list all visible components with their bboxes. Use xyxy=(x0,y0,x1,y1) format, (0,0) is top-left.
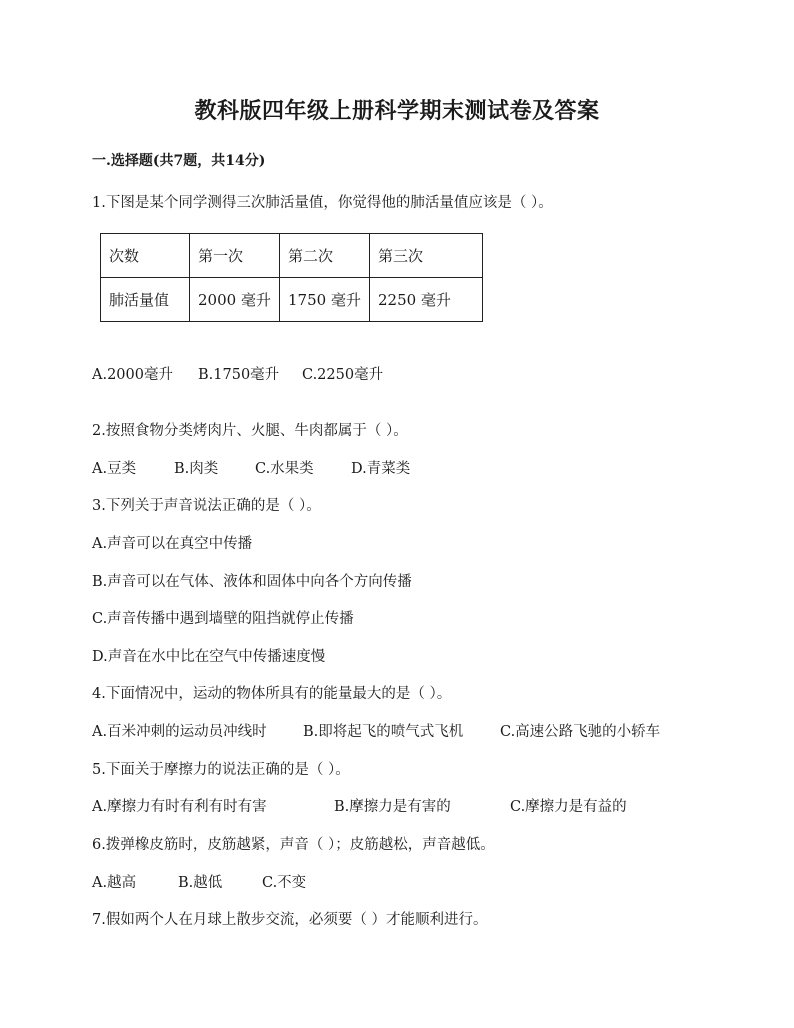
question-6-stem: 6.拨弹橡皮筋时，皮筋越紧，声音（ ）；皮筋越松，声音越低。 xyxy=(92,837,495,853)
table-cell: 次数 xyxy=(101,234,190,278)
question-1-stem: 1.下图是某个同学测得三次肺活量值，你觉得他的肺活量值应该是（ ）。 xyxy=(92,195,553,211)
table-row xyxy=(101,234,483,278)
question-1-option-b: B.1750毫升 xyxy=(198,367,280,383)
question-4-option-a: A.百米冲刺的运动员冲线时 xyxy=(92,724,267,740)
question-3-option-b: B.声音可以在气体、液体和固体中向各个方向传播 xyxy=(92,574,412,590)
question-2-option-d: D.青菜类 xyxy=(351,461,411,477)
question-5-option-b: B.摩擦力是有害的 xyxy=(334,799,451,815)
question-4-option-c: C.高速公路飞驰的小轿车 xyxy=(500,724,661,740)
table-cell: 1750 毫升 xyxy=(280,278,370,322)
lung-capacity-table xyxy=(100,233,483,322)
question-5-option-a: A.摩擦力有时有利有时有害 xyxy=(92,799,267,815)
section-heading: 一.选择题(共7题，共14分) xyxy=(92,153,266,169)
question-3-option-a: A.声音可以在真空中传播 xyxy=(92,536,253,552)
question-6-option-a: A.越高 xyxy=(92,875,137,891)
table-cell: 第一次 xyxy=(190,234,280,278)
table-cell: 2000 毫升 xyxy=(190,278,280,322)
question-7-stem: 7.假如两个人在月球上散步交流，必须要（ ）才能顺利进行。 xyxy=(92,912,488,928)
table-cell: 第三次 xyxy=(370,234,483,278)
question-2-stem: 2.按照食物分类烤肉片、火腿、牛肉都属于（ ）。 xyxy=(92,423,408,439)
question-2-option-b: B.肉类 xyxy=(174,461,219,477)
question-2-option-a: A.豆类 xyxy=(92,461,137,477)
question-4-option-b: B.即将起飞的喷气式飞机 xyxy=(303,724,464,740)
question-3-stem: 3.下列关于声音说法正确的是（ ）。 xyxy=(92,498,321,514)
page-title: 教科版四年级上册科学期末测试卷及答案 xyxy=(194,98,600,124)
question-5-stem: 5.下面关于摩擦力的说法正确的是（ ）。 xyxy=(92,762,350,778)
question-3-option-c: C.声音传播中遇到墙壁的阻挡就停止传播 xyxy=(92,611,354,627)
question-2-option-c: C.水果类 xyxy=(255,461,314,477)
question-6-option-c: C.不变 xyxy=(262,875,307,891)
table-cell: 2250 毫升 xyxy=(370,278,483,322)
table-cell: 肺活量值 xyxy=(101,278,190,322)
question-1-option-c: C.2250毫升 xyxy=(302,367,384,383)
question-3-option-d: D.声音在水中比在空气中传播速度慢 xyxy=(92,649,326,665)
table-cell: 第二次 xyxy=(280,234,370,278)
question-1-option-a: A.2000毫升 xyxy=(92,367,173,383)
question-5-option-c: C.摩擦力是有益的 xyxy=(510,799,627,815)
question-6-option-b: B.越低 xyxy=(178,875,223,891)
table-row xyxy=(101,278,483,322)
question-4-stem: 4.下面情况中，运动的物体所具有的能量最大的是（ ）。 xyxy=(92,686,452,702)
